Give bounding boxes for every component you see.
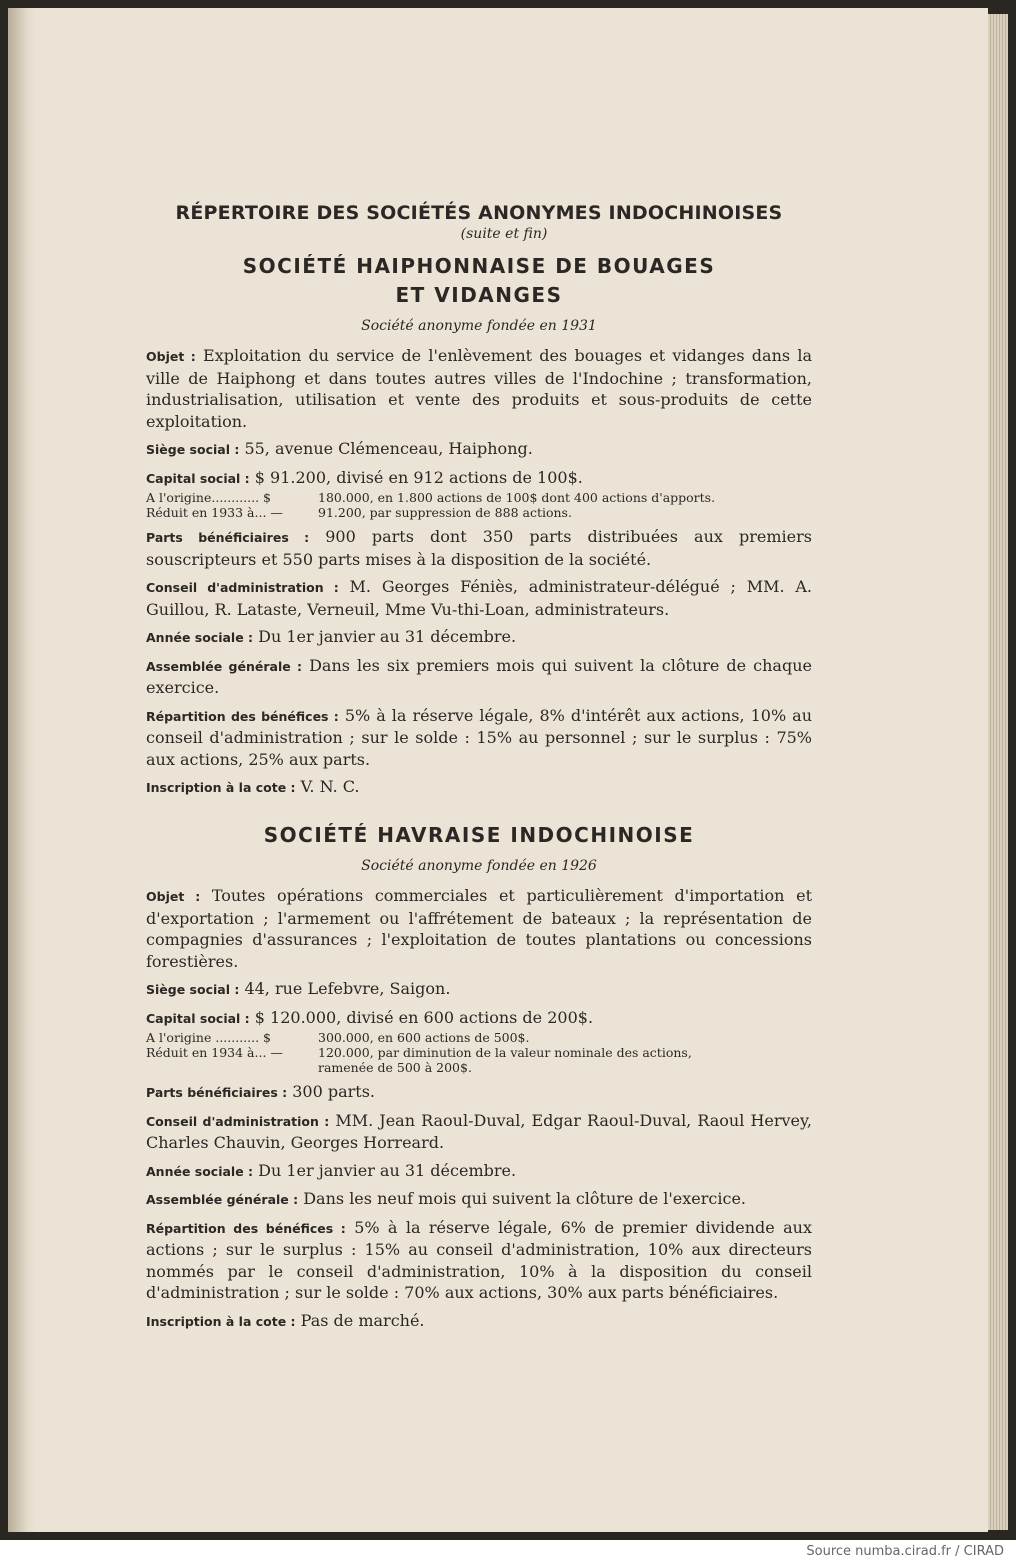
annee-label: Année sociale : [146,630,254,645]
company-2-capital-history [146,1030,812,1075]
company-1-annee [146,626,812,649]
annee-text: Du 1er janvier au 31 décembre. [258,1160,517,1180]
company-section-2 [146,821,812,1333]
capital-origin-text: 300.000, en 600 actions de 500$. [318,1030,530,1045]
company-2-capital [146,1007,812,1030]
company-1-conseil [146,576,812,620]
page-content [146,200,812,1338]
company-2-objet [146,885,812,972]
page-edges [988,14,1008,1530]
repartition-label: Répartition des bénéfices : [146,1220,346,1236]
cote-label: Inscription à la cote : [146,1313,296,1329]
company-2-conseil [146,1110,812,1154]
annee-label: Année sociale : [146,1163,254,1179]
siege-text: 44, rue Lefebvre, Saigon. [244,979,451,998]
capital-reduit-label: Réduit en 1933 à... — [146,505,283,520]
cote-text: Pas de marché. [300,1310,425,1330]
page-title: RÉPERTOIRE DES SOCIÉTÉS ANONYMES INDOCHINOISES [175,202,783,224]
repartition-text: 5% à la réserve légale, 8% d'intérêt aux actions, 10% au conseil d'administration ; sur le solde : 15% au personnel ; sur le surplus : 75% aux actions, 25% aux parts. [146,705,813,769]
capital-text: $ 91.200, divisé en 912 actions de 100$. [254,467,583,487]
company-1-founded: Société anonyme fondée en 1931 [361,317,597,334]
capital-text: $ 120.000, divisé en 600 actions de 200$. [254,1007,594,1027]
company-2-founded: Société anonyme fondée en 1926 [361,857,597,874]
conseil-label: Conseil d'administration : [146,580,339,595]
objet-label: Objet : [146,349,196,364]
siege-text: 55, avenue Clémenceau, Haiphong. [244,439,533,458]
siege-label: Siège social : [146,982,240,997]
page-spine-shadow [8,8,36,1532]
company-2-siege [146,978,812,1001]
assemblee-text: Dans les neuf mois qui suivent la clôture de l'exercice. [303,1189,746,1208]
capital-reduit-row-2 [146,1060,812,1075]
conseil-label: Conseil d'administration : [146,1113,330,1129]
company-1-objet [146,345,812,432]
capital-origin-label: A l'origine ........... $ [146,1030,271,1045]
objet-text: Exploitation du service de l'enlèvement des bouages et vidanges dans la ville de Haiphong et dans toutes autres villes de l'Indochine ; transformation, industrialisation, utilisation et vente des produits et sous-produits de cette exploitation. [146,346,812,431]
company-1-siege [146,438,812,461]
objet-label: Objet : [146,889,201,904]
cote-label: Inscription à la cote : [146,780,296,795]
company-2-annee [146,1160,812,1183]
company-1-assemblee [146,655,812,699]
cote-text: V. N. C. [300,777,360,796]
company-1-capital-history [146,490,812,520]
company-1-repartition [146,705,812,771]
conseil-text: MM. Jean Raoul-Duval, Edgar Raoul-Duval, Raoul Hervey, Charles Chauvin, Georges Horreard. [146,1110,813,1152]
assemblee-label: Assemblée générale : [146,1192,299,1207]
capital-label: Capital social : [146,470,250,486]
company-2-parts [146,1081,812,1104]
capital-reduit-text: 120.000, par diminution de la valeur nominale des actions, [318,1045,692,1060]
objet-text: Toutes opérations commerciales et particulièrement d'importation et d'exportation ; l'armement ou l'affrétement de bateaux ; la représentation de compagnies d'assurances ; l'exploitation de toutes plantations ou concessions forestières. [146,886,812,971]
section-gap [146,805,812,821]
assemblee-text: Dans les six premiers mois qui suivent la clôture de chaque exercice. [146,655,812,697]
company-section-1 [146,252,812,799]
page-subtitle: (suite et fin) [460,226,548,242]
annee-text: Du 1er janvier au 31 décembre. [258,627,517,646]
capital-origin-row [146,1030,812,1045]
capital-origin-label: A l'origine............ $ [146,490,271,505]
company-2-repartition [146,1217,812,1304]
company-2-assemblee [146,1188,812,1211]
repartition-label: Répartition des bénéfices : [146,708,339,724]
company-1-parts [146,526,812,570]
assemblee-label: Assemblée générale : [146,658,303,674]
source-credit: Source numba.cirad.fr / CIRAD [806,1544,1004,1559]
capital-label: Capital social : [146,1010,250,1026]
capital-reduit-text: 91.200, par suppression de 888 actions. [318,505,572,520]
parts-text: 300 parts. [292,1082,375,1101]
company-1-name-line-2: ET VIDANGES [395,282,563,307]
capital-reduit-text-2: ramenée de 500 à 200$. [318,1060,472,1075]
capital-reduit-row [146,1045,812,1060]
parts-label: Parts bénéficiaires : [146,1085,288,1100]
siege-label: Siège social : [146,442,240,457]
capital-origin-row [146,490,812,505]
capital-origin-text: 180.000, en 1.800 actions de 100$ dont 400 actions d'apports. [318,490,716,505]
company-1-capital [146,467,812,490]
repartition-text: 5% à la réserve légale, 6% de premier dividende aux actions ; sur le surplus : 15% au conseil d'administration, 10% aux directeurs nommés par le conseil d'administration, 10% à la disposition du conseil d'administration ; sur le solde : 70% aux actions, 30% aux parts bénéficiaires. [146,1217,812,1302]
parts-text: 900 parts dont 350 parts distribuées aux premiers souscripteurs et 550 parts mises à la disposition de la société. [146,527,812,569]
company-1-cote [146,776,812,799]
capital-reduit-row [146,505,812,520]
capital-reduit-label: Réduit en 1934 à... — [146,1045,283,1060]
company-2-cote [146,1310,812,1333]
company-1-name-line-1: SOCIÉTÉ HAIPHONNAISE DE BOUAGES [242,253,716,278]
parts-label: Parts bénéficiaires : [146,530,310,545]
conseil-text: M. Georges Féniès, administrateur-délégué ; MM. A. Guillou, R. Lataste, Verneuil, Mme Vu-thi-Loan, administrateurs. [146,577,813,619]
capital-reduit-spacer [146,1060,318,1075]
company-2-name: SOCIÉTÉ HAVRAISE INDOCHINOISE [263,822,695,847]
